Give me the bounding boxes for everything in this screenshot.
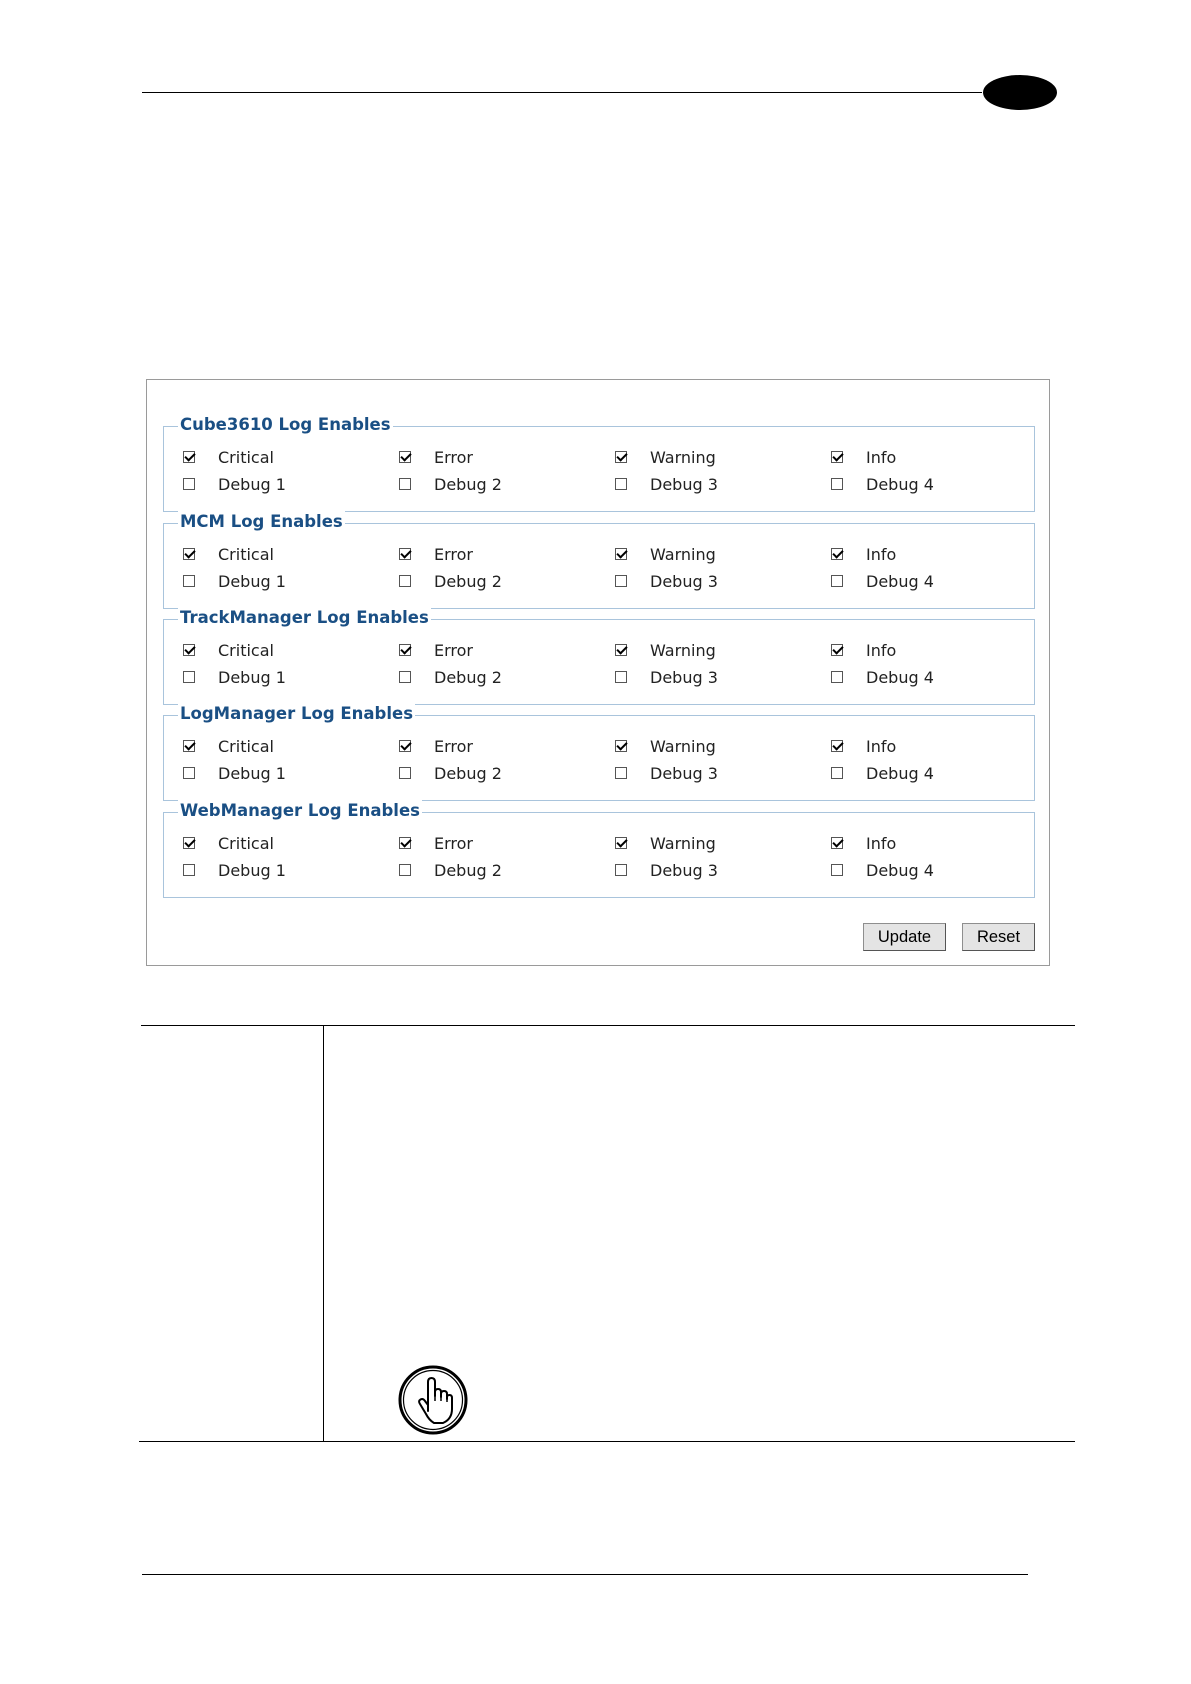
option-label: Error <box>434 447 473 467</box>
checkbox[interactable] <box>615 478 627 490</box>
option-label: Debug 4 <box>866 667 934 687</box>
option-debug-4[interactable] <box>831 859 934 881</box>
checkbox[interactable] <box>615 451 627 463</box>
option-critical[interactable] <box>183 543 274 565</box>
checkbox[interactable] <box>615 548 627 560</box>
option-critical[interactable] <box>183 735 274 757</box>
option-critical[interactable] <box>183 446 274 468</box>
checkbox[interactable] <box>615 864 627 876</box>
option-debug-4[interactable] <box>831 570 934 592</box>
checkbox[interactable] <box>399 740 411 752</box>
option-label: Debug 4 <box>866 763 934 783</box>
option-label: Info <box>866 640 897 660</box>
option-info[interactable] <box>831 832 896 854</box>
option-label: Critical <box>218 833 274 853</box>
option-debug-1[interactable] <box>183 859 286 881</box>
option-label: Info <box>866 447 897 467</box>
option-debug-2[interactable] <box>399 666 502 688</box>
checkbox[interactable] <box>399 548 411 560</box>
option-label: Debug 1 <box>218 571 286 591</box>
option-info[interactable] <box>831 446 896 468</box>
checkbox[interactable] <box>399 478 411 490</box>
checkbox[interactable] <box>615 767 627 779</box>
option-warning[interactable] <box>615 735 716 757</box>
option-debug-3[interactable] <box>615 859 718 881</box>
option-info[interactable] <box>831 735 896 757</box>
checkbox[interactable] <box>615 740 627 752</box>
option-label: Debug 2 <box>434 860 502 880</box>
option-debug-2[interactable] <box>399 473 502 495</box>
footer-rule <box>142 1574 1028 1575</box>
option-debug-4[interactable] <box>831 762 934 784</box>
option-label: Debug 4 <box>866 571 934 591</box>
option-warning[interactable] <box>615 446 716 468</box>
group-title: TrackManager Log Enables <box>180 608 429 627</box>
option-debug-2[interactable] <box>399 762 502 784</box>
option-label: Debug 3 <box>650 763 718 783</box>
table-top-rule <box>141 1025 1075 1026</box>
option-error[interactable] <box>399 832 473 854</box>
option-label: Warning <box>650 640 716 660</box>
option-label: Error <box>434 544 473 564</box>
table-bottom-rule <box>139 1441 1075 1442</box>
checkbox[interactable] <box>399 671 411 683</box>
option-label: Debug 2 <box>434 763 502 783</box>
option-info[interactable] <box>831 639 896 661</box>
option-debug-1[interactable] <box>183 666 286 688</box>
group-title: LogManager Log Enables <box>180 704 414 723</box>
checkbox[interactable] <box>831 740 843 752</box>
option-debug-4[interactable] <box>831 473 934 495</box>
header-rule <box>142 92 982 93</box>
option-debug-3[interactable] <box>615 666 718 688</box>
log-group-logmanager <box>163 704 1035 801</box>
option-critical[interactable] <box>183 639 274 661</box>
option-label: Debug 4 <box>866 474 934 494</box>
checkbox[interactable] <box>183 575 195 587</box>
log-group-mcm <box>163 512 1035 609</box>
option-label: Debug 1 <box>218 667 286 687</box>
update-button[interactable]: Update <box>863 923 946 951</box>
option-label: Warning <box>650 736 716 756</box>
option-error[interactable] <box>399 543 473 565</box>
option-label: Critical <box>218 640 274 660</box>
checkbox[interactable] <box>183 837 195 849</box>
option-label: Debug 3 <box>650 667 718 687</box>
checkbox[interactable] <box>399 767 411 779</box>
checkbox[interactable] <box>615 671 627 683</box>
option-debug-4[interactable] <box>831 666 934 688</box>
option-debug-1[interactable] <box>183 762 286 784</box>
option-label: Error <box>434 736 473 756</box>
option-label: Critical <box>218 736 274 756</box>
log-group-trackmanager <box>163 608 1035 705</box>
checkbox[interactable] <box>183 671 195 683</box>
table-column-divider <box>323 1025 324 1441</box>
option-label: Debug 2 <box>434 667 502 687</box>
option-label: Info <box>866 544 897 564</box>
option-debug-1[interactable] <box>183 473 286 495</box>
checkbox[interactable] <box>183 864 195 876</box>
checkbox[interactable] <box>183 548 195 560</box>
checkbox[interactable] <box>183 478 195 490</box>
option-critical[interactable] <box>183 832 274 854</box>
reset-button[interactable]: Reset <box>962 923 1035 951</box>
option-label: Error <box>434 833 473 853</box>
checkbox[interactable] <box>831 767 843 779</box>
option-debug-2[interactable] <box>399 859 502 881</box>
option-label: Debug 2 <box>434 571 502 591</box>
option-label: Critical <box>218 447 274 467</box>
option-label: Warning <box>650 544 716 564</box>
group-title: WebManager Log Enables <box>180 801 420 820</box>
checkbox[interactable] <box>831 837 843 849</box>
pointing-hand-icon <box>398 1365 468 1435</box>
group-title: Cube3610 Log Enables <box>180 415 391 434</box>
log-group-webmanager <box>163 801 1035 898</box>
option-label: Debug 1 <box>218 474 286 494</box>
option-warning[interactable] <box>615 639 716 661</box>
checkbox[interactable] <box>399 837 411 849</box>
checkbox[interactable] <box>831 644 843 656</box>
checkbox[interactable] <box>831 575 843 587</box>
checkbox[interactable] <box>831 451 843 463</box>
option-info[interactable] <box>831 543 896 565</box>
option-debug-2[interactable] <box>399 570 502 592</box>
checkbox[interactable] <box>615 837 627 849</box>
checkbox[interactable] <box>183 740 195 752</box>
checkbox[interactable] <box>831 548 843 560</box>
option-label: Error <box>434 640 473 660</box>
checkbox[interactable] <box>183 767 195 779</box>
option-warning[interactable] <box>615 832 716 854</box>
option-error[interactable] <box>399 446 473 468</box>
group-title: MCM Log Enables <box>180 512 343 531</box>
option-label: Debug 3 <box>650 860 718 880</box>
checkbox[interactable] <box>183 644 195 656</box>
checkbox[interactable] <box>183 451 195 463</box>
option-error[interactable] <box>399 639 473 661</box>
log-group-cube3610 <box>163 415 1035 512</box>
option-label: Debug 2 <box>434 474 502 494</box>
option-label: Warning <box>650 833 716 853</box>
checkbox[interactable] <box>615 575 627 587</box>
checkbox[interactable] <box>831 864 843 876</box>
option-label: Info <box>866 736 897 756</box>
option-warning[interactable] <box>615 543 716 565</box>
checkbox[interactable] <box>399 575 411 587</box>
option-label: Debug 1 <box>218 763 286 783</box>
checkbox[interactable] <box>615 644 627 656</box>
option-label: Critical <box>218 544 274 564</box>
page-tab-marker <box>983 75 1057 110</box>
log-enables-panel <box>146 379 1050 966</box>
option-label: Debug 4 <box>866 860 934 880</box>
option-error[interactable] <box>399 735 473 757</box>
option-debug-3[interactable] <box>615 762 718 784</box>
option-label: Info <box>866 833 897 853</box>
option-label: Warning <box>650 447 716 467</box>
option-debug-3[interactable] <box>615 473 718 495</box>
checkbox[interactable] <box>399 644 411 656</box>
option-label: Debug 1 <box>218 860 286 880</box>
checkbox[interactable] <box>831 478 843 490</box>
checkbox[interactable] <box>399 451 411 463</box>
checkbox[interactable] <box>399 864 411 876</box>
option-label: Debug 3 <box>650 571 718 591</box>
option-debug-3[interactable] <box>615 570 718 592</box>
option-debug-1[interactable] <box>183 570 286 592</box>
option-label: Debug 3 <box>650 474 718 494</box>
checkbox[interactable] <box>831 671 843 683</box>
